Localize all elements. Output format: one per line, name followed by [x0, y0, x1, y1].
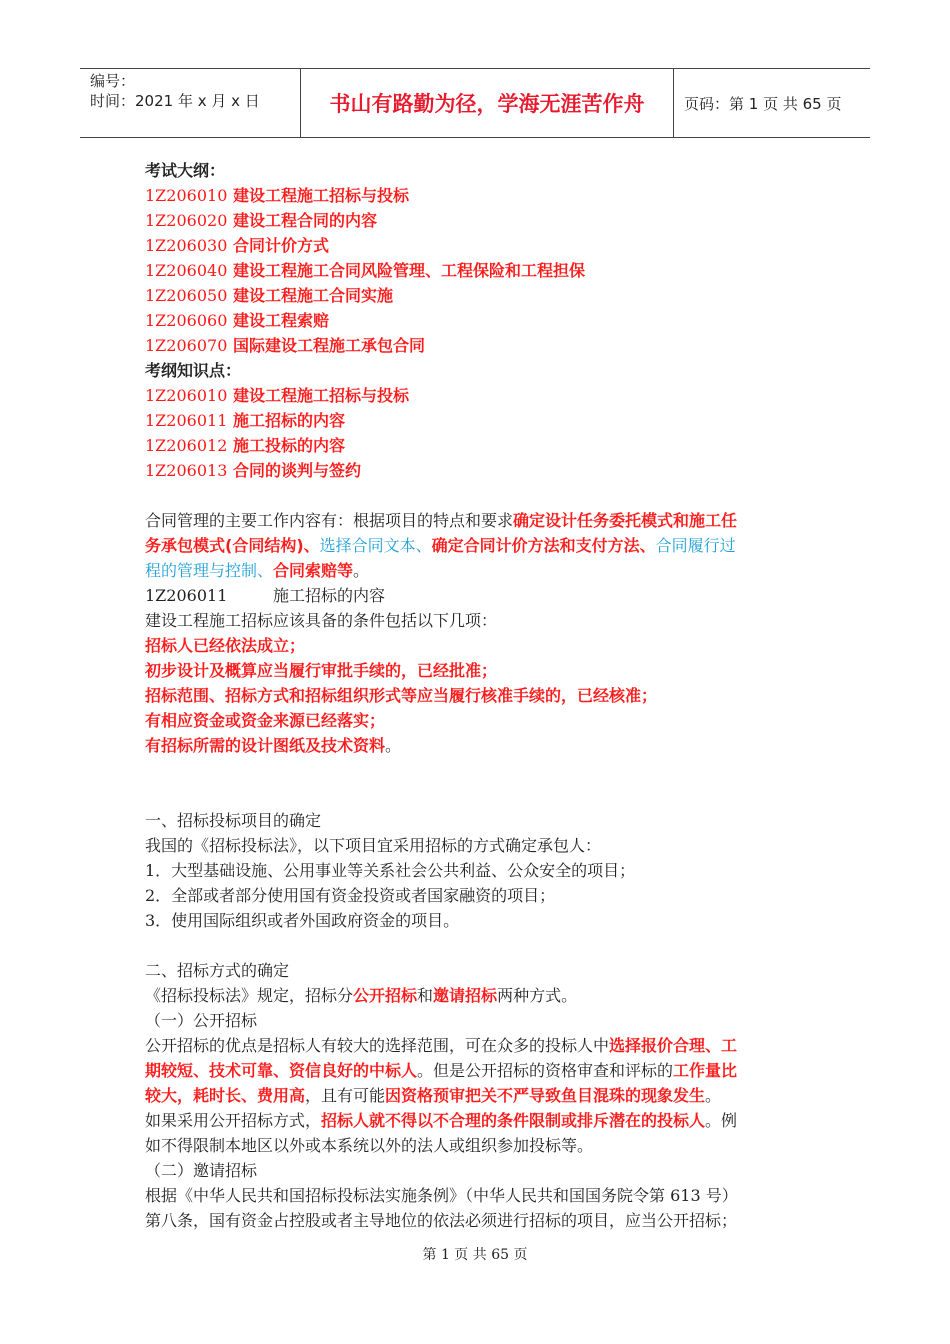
- page-footer: 第 1 页 共 65 页: [422, 1247, 528, 1263]
- condition-item: 有招标所需的设计图纸及技术资料。: [145, 736, 402, 755]
- outline-item: 1Z206020 建设工程合同的内容: [145, 211, 378, 230]
- outline-title: 考试大纲：: [145, 161, 226, 180]
- number-label: 编号：: [90, 72, 136, 90]
- part2-title: 二、招标方式的确定: [145, 961, 290, 980]
- paragraph-contract-management: 合同管理的主要工作内容有：根据项目的特点和要求确定设计任务委托模式和施工任 务承包模式(合同结构)、选择合同文本、确定合同计价方法和支付方法、合同履行过 程的管理与控制、合同索赔等。: [145, 511, 738, 580]
- part1-item: 1．大型基础设施、公用事业等关系社会公共利益、公众安全的项目；: [145, 861, 636, 880]
- outline-item: 1Z206040 建设工程施工合同风险管理、工程保险和工程担保: [145, 261, 586, 280]
- header-meta: [80, 69, 301, 137]
- section-intro: 建设工程施工招标应该具备的条件包括以下几项：: [145, 611, 498, 630]
- points-item: 1Z206010 建设工程施工招标与投标: [145, 386, 410, 405]
- section-heading: 1Z206011 施工招标的内容: [145, 586, 386, 605]
- outline-item: 1Z206060 建设工程索赔: [145, 311, 330, 330]
- paragraph-invited-1: 根据《中华人民共和国招标投标法实施条例》（中华人民共和国国务院令第 613 号）: [145, 1186, 738, 1205]
- outline-item: 1Z206070 国际建设工程施工承包合同: [145, 336, 426, 355]
- points-item: 1Z206012 施工投标的内容: [145, 436, 346, 455]
- points-title: 考纲知识点：: [145, 361, 242, 380]
- part1-intro: 我国的《招标投标法》，以下项目宜采用招标的方式确定承包人：: [145, 836, 602, 855]
- points-item: 1Z206011 施工招标的内容: [145, 411, 346, 430]
- condition-item: 初步设计及概算应当履行审批手续的，已经批准；: [145, 661, 498, 680]
- subsection-open-tender: （一）公开招标: [145, 1011, 258, 1030]
- condition-item: 招标人已经依法成立；: [145, 636, 306, 655]
- header-motto: 书山有路勤为径，学海无涯苦作舟: [301, 69, 674, 137]
- condition-item: 有相应资金或资金来源已经落实；: [145, 711, 386, 730]
- paragraph-open-tender: 公开招标的优点是招标人有较大的选择范围，可在众多的投标人中选择报价合理、工 期较短、技术可靠、资信良好的中标人。但是公开招标的资格审查和评标的工作量比 较大，耗时长、费用高，且有可能因资格预审把关不严导致鱼目混珠的现象发生。 如果采用公开招标方式，招标人就不得以不合理的条件限制或排斥潜在的投标人。例 如不得限制本地区以外或本系统以外的法人或组织参加投标等。: [145, 1036, 738, 1155]
- part2-intro: 《招标投标法》规定，招标分公开招标和邀请招标两种方式。: [145, 986, 578, 1005]
- part1-item: 3．使用国际组织或者外国政府资金的项目。: [145, 911, 460, 930]
- condition-item: 招标范围、招标方式和招标组织形式等应当履行核准手续的，已经核准；: [145, 686, 658, 705]
- part1-title: 一、招标投标项目的确定: [145, 811, 322, 830]
- document-header: [80, 68, 870, 138]
- outline-item: 1Z206010 建设工程施工招标与投标: [145, 186, 410, 205]
- subsection-invited-tender: （二）邀请招标: [145, 1161, 258, 1180]
- points-item: 1Z206013 合同的谈判与签约: [145, 461, 362, 480]
- time-label: 时间：2021 年 x 月 x 日: [90, 92, 260, 110]
- outline-item: 1Z206030 合同计价方式: [145, 236, 330, 255]
- outline-item: 1Z206050 建设工程施工合同实施: [145, 286, 394, 305]
- document-body: [145, 158, 805, 1233]
- paragraph-invited-2: 第八条，国有资金占控股或者主导地位的依法必须进行招标的项目，应当公开招标；: [145, 1211, 738, 1230]
- part1-item: 2．全部或者部分使用国有资金投资或者国家融资的项目；: [145, 886, 556, 905]
- header-page-info: 页码：第 1 页 共 65 页: [684, 94, 842, 113]
